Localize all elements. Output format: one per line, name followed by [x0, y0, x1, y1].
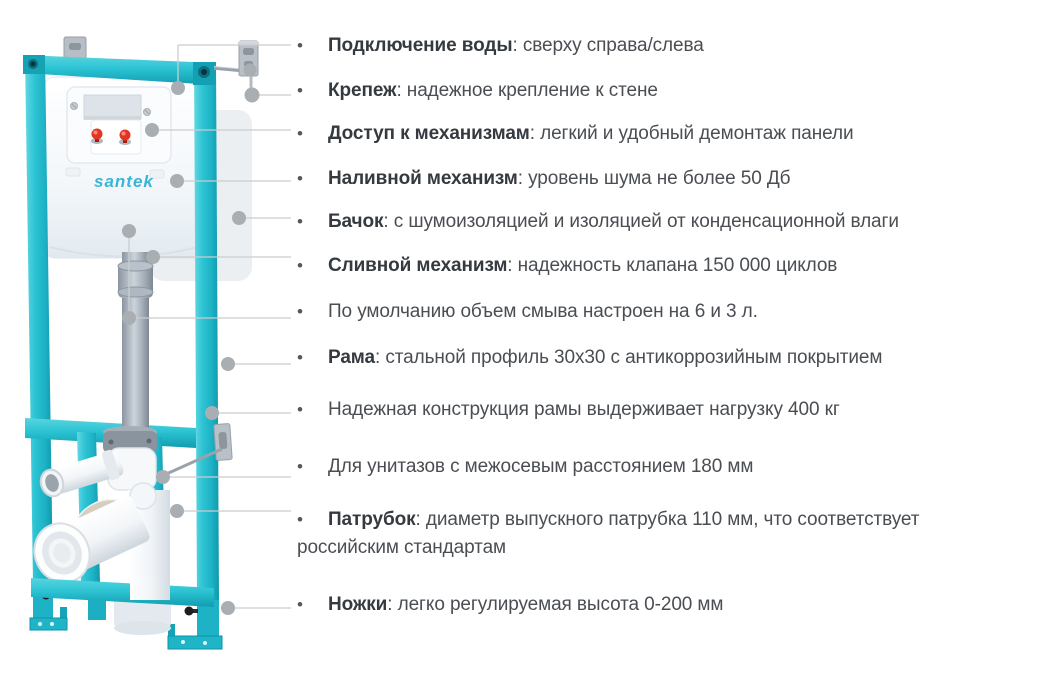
- feature-desc: : уровень шума не более 50 Дб: [517, 168, 791, 189]
- feature-term: Наливной механизм: [328, 168, 518, 189]
- feature-term: Крепеж: [328, 80, 397, 101]
- bullet-marker: •: [297, 36, 303, 55]
- feature-desc: : легко регулируемая высота 0-200 мм: [387, 594, 724, 615]
- bullet-marker: •: [297, 510, 303, 529]
- bullet-marker: •: [297, 81, 303, 100]
- brand-logo: santek: [94, 172, 154, 191]
- bullet-marker: •: [297, 457, 303, 476]
- feature-item-water-connection: [297, 32, 977, 60]
- feature-item-flush-volume: [297, 298, 977, 326]
- bullet-marker: •: [297, 169, 303, 188]
- feature-desc: : с шумоизоляцией и изоляцией от конденсационной влаги: [383, 211, 899, 232]
- bullet-marker: •: [297, 124, 303, 143]
- feature-item-axis-distance: [297, 453, 977, 481]
- feature-item-frame-load: [297, 396, 977, 424]
- bullet-marker: •: [297, 348, 303, 367]
- feature-term: Сливной механизм: [328, 255, 508, 276]
- feature-desc: : стальной профиль 30х30 с антикоррозийным покрытием: [374, 347, 883, 368]
- feature-desc: По умолчанию объем смыва настроен на 6 и 3 л.: [328, 301, 758, 322]
- feature-term: Бачок: [328, 211, 384, 232]
- feature-desc: : диаметр выпускного патрубка 110 мм, что соответствует российским стандартам: [297, 509, 920, 558]
- bullet-marker: •: [297, 302, 303, 321]
- feature-term: Доступ к механизмам: [328, 123, 530, 144]
- feature-item-tank: [297, 208, 977, 236]
- feature-term: Рама: [328, 347, 375, 368]
- feature-term: Подключение воды: [328, 35, 513, 56]
- bullet-marker: •: [297, 595, 303, 614]
- feature-item-fastening: [297, 77, 977, 105]
- feature-item-feet: [297, 591, 977, 619]
- feature-desc: : надежное крепление к стене: [396, 80, 658, 101]
- feature-desc: : сверху справа/слева: [512, 35, 704, 56]
- feature-item-outlet: [297, 506, 977, 562]
- feature-desc: Для унитазов с межосевым расстоянием 180 мм: [328, 456, 754, 477]
- bullet-marker: •: [297, 256, 303, 275]
- feature-desc: : легкий и удобный демонтаж панели: [529, 123, 854, 144]
- feature-item-fill-valve: [297, 165, 977, 193]
- feature-item-mechanism-access: [297, 120, 977, 148]
- feature-desc: Надежная конструкция рамы выдерживает нагрузку 400 кг: [328, 399, 840, 420]
- bullet-marker: •: [297, 212, 303, 231]
- bullet-marker: •: [297, 400, 303, 419]
- feature-item-flush-valve: [297, 252, 977, 280]
- feature-term: Патрубок: [328, 509, 416, 530]
- feature-desc: : надежность клапана 150 000 циклов: [507, 255, 838, 276]
- feature-item-frame: [297, 344, 977, 372]
- feature-term: Ножки: [328, 594, 388, 615]
